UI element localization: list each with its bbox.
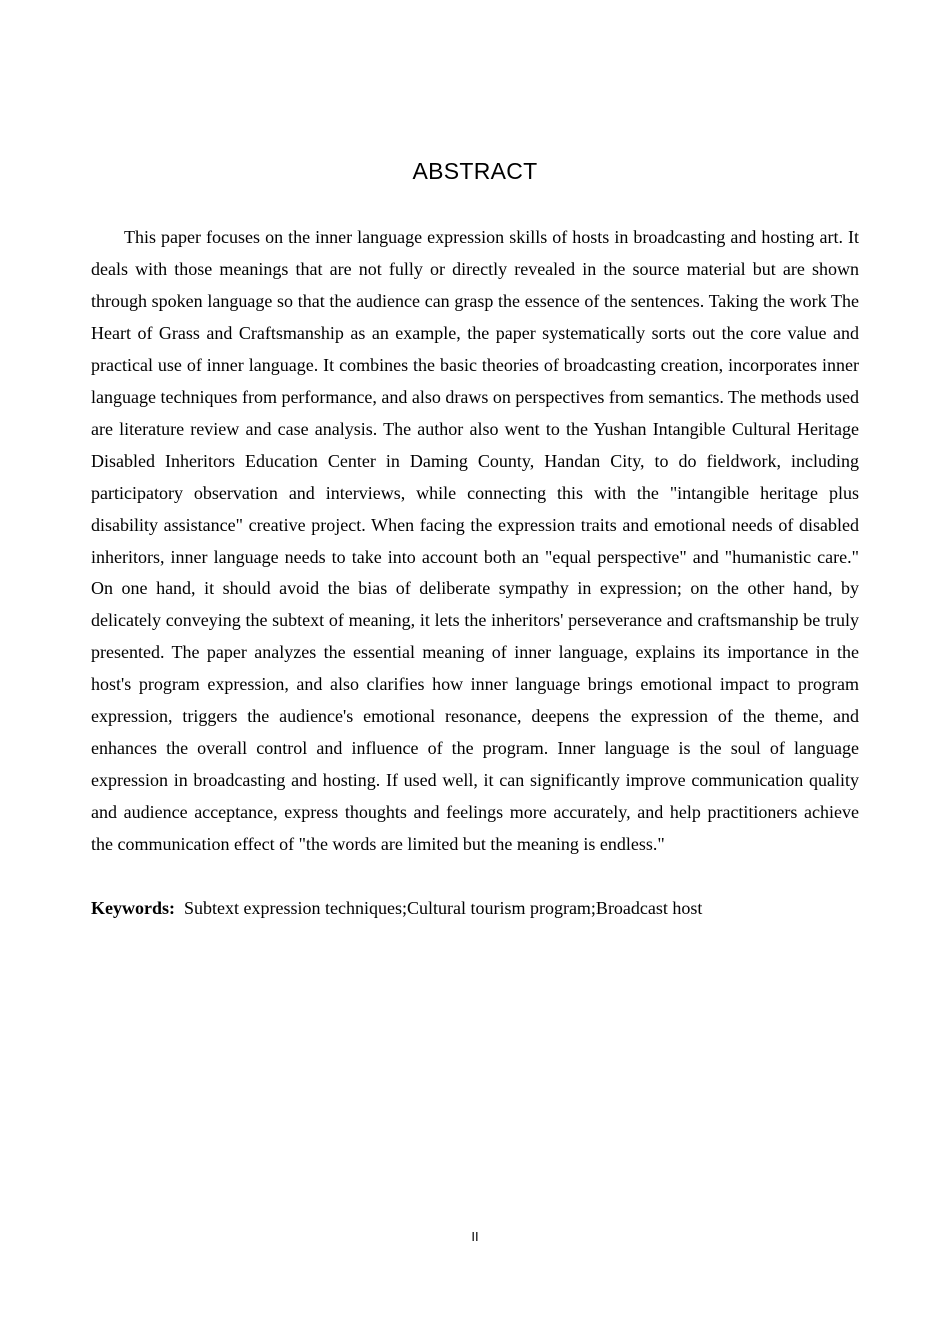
keywords-label: Keywords:: [91, 898, 175, 918]
keywords-line: [91, 893, 859, 925]
abstract-paragraph: This paper focuses on the inner language expression skills of hosts in broadcasting and hosting art. It deals with those meanings that are not fully or directly revealed in the source material but are shown through spoken language so that the audience can grasp the essence of the sentences. Taking the work The Heart of Grass and Craftsmanship as an example, the paper systematically sorts out the core value and practical use of inner language. It combines the basic theories of broadcasting creation, incorporates inner language techniques from performance, and also draws on perspectives from semantics. The methods used are literature review and case analysis. The author also went to the Yushan Intangible Cultural Heritage Disabled Inheritors Education Center in Daming County, Handan City, to do fieldwork, including participatory observation and interviews, while connecting this with the "intangible heritage plus disability assistance" creative project. When facing the expression traits and emotional needs of disabled inheritors, inner language needs to take into account both an "equal perspective" and "humanistic care." On one hand, it should avoid the bias of deliberate sympathy in expression; on the other hand, by delicately conveying the subtext of meaning, it lets the inheritors' perseverance and craftsmanship be truly presented. The paper analyzes the essential meaning of inner language, explains its importance in the host's program expression, and also clarifies how inner language brings emotional impact to program expression, triggers the audience's emotional resonance, deepens the expression of the theme, and enhances the overall control and influence of the program. Inner language is the soul of language expression in broadcasting and hosting. If used well, it can significantly improve communication quality and audience acceptance, express thoughts and feelings more accurately, and help practitioners achieve the communication effect of "the words are limited but the meaning is endless.": [91, 227, 859, 855]
abstract-title: ABSTRACT: [412, 158, 538, 184]
keywords-value: Subtext expression techniques;Cultural tourism program;Broadcast host: [184, 898, 703, 918]
page-number: II: [471, 1229, 479, 1244]
